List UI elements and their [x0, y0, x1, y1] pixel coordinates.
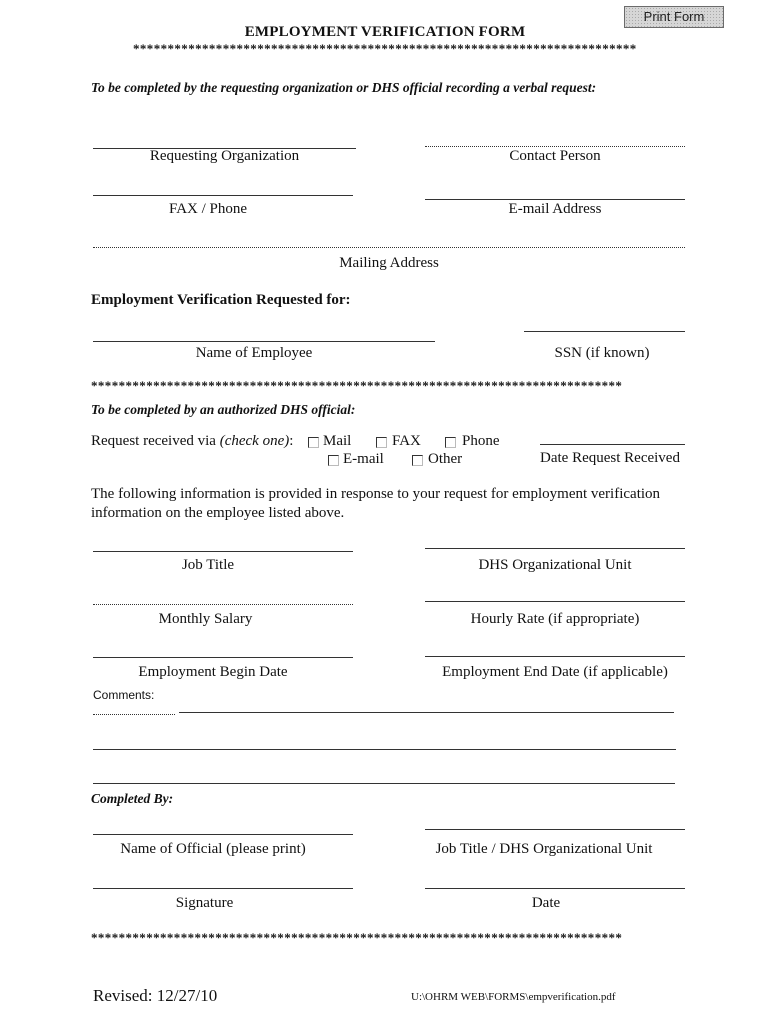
job-title-label: Job Title: [181, 557, 235, 573]
field-line: [425, 548, 685, 549]
print-form-button[interactable]: Print Form: [624, 6, 724, 28]
date-request-received-input[interactable]: [540, 426, 685, 444]
mailing-address-input[interactable]: [93, 229, 685, 247]
signature-input[interactable]: [93, 870, 353, 888]
monthly-salary-label: Monthly Salary: [158, 611, 253, 627]
begin-date-input[interactable]: [93, 639, 353, 657]
official-job-title-label: Job Title / DHS Organizational Unit: [435, 841, 653, 857]
info-paragraph-line1: The following information is provided in response to your request for employment verification: [91, 486, 661, 502]
job-title-input[interactable]: [93, 533, 353, 551]
field-line: [93, 341, 435, 342]
monthly-salary-input[interactable]: [93, 586, 353, 604]
comments-line-3[interactable]: [93, 783, 675, 784]
field-line: [425, 829, 685, 830]
request-via-check-one: (check one): [219, 433, 290, 449]
checkbox-fax[interactable]: [376, 437, 387, 448]
field-line: [93, 834, 353, 835]
comments-line-short: [93, 714, 175, 715]
file-path: U:\OHRM WEB\FORMS\empverification.pdf: [411, 991, 616, 1003]
field-line: [93, 551, 353, 552]
field-line: [425, 888, 685, 889]
date-input[interactable]: [425, 870, 685, 888]
begin-date-label: Employment Begin Date: [138, 664, 288, 680]
org-unit-input[interactable]: [425, 530, 685, 548]
instructions-request: To be completed by the requesting organization or DHS official recording a verbal request:: [91, 80, 597, 95]
comments-line-2[interactable]: [93, 749, 676, 750]
employee-name-label: Name of Employee: [195, 345, 313, 361]
comments-line-1[interactable]: [179, 712, 674, 713]
revised-date: Revised: 12/27/10: [93, 986, 218, 1005]
fax-phone-input[interactable]: [93, 177, 353, 195]
official-name-input[interactable]: [93, 816, 353, 834]
field-line: [425, 146, 685, 147]
requesting-organization-input[interactable]: [93, 130, 356, 148]
form-title: EMPLOYMENT VERIFICATION FORM: [244, 24, 526, 40]
field-line: [93, 604, 353, 605]
employee-name-input[interactable]: [93, 323, 435, 341]
field-line: [93, 888, 353, 889]
ssn-label: SSN (if known): [554, 345, 650, 361]
completed-by-heading: Completed By:: [91, 791, 174, 806]
option-phone-label: Phone: [462, 433, 500, 449]
requesting-organization-label: Requesting Organization: [149, 148, 300, 164]
field-line: [540, 444, 685, 445]
checkbox-phone[interactable]: [445, 437, 456, 448]
date-label: Date: [531, 895, 561, 911]
end-date-label: Employment End Date (if applicable): [442, 664, 668, 680]
field-line: [93, 657, 353, 658]
option-fax-label: FAX: [392, 433, 421, 449]
option-email-label: E-mail: [343, 451, 384, 467]
fax-phone-label: FAX / Phone: [168, 201, 248, 217]
contact-person-input[interactable]: [425, 128, 685, 146]
checkbox-email[interactable]: [328, 455, 339, 466]
stars-divider-top: *************************************************************************: [133, 41, 637, 56]
signature-label: Signature: [175, 895, 234, 911]
field-line: [524, 331, 685, 332]
contact-person-label: Contact Person: [509, 148, 601, 164]
info-paragraph-line2: information on the employee listed above.: [91, 505, 345, 521]
hourly-rate-input[interactable]: [425, 583, 685, 601]
section-requested-for: Employment Verification Requested for:: [91, 292, 351, 308]
field-line: [425, 656, 685, 657]
request-via-prefix: Request received via: [91, 433, 220, 449]
stars-divider-middle: *****************************************************************************: [91, 378, 623, 393]
email-address-label: E-mail Address: [508, 201, 602, 217]
request-via-label: [91, 433, 293, 450]
org-unit-label: DHS Organizational Unit: [478, 557, 632, 573]
ssn-input[interactable]: [524, 313, 685, 331]
stars-divider-bottom: *****************************************************************************: [91, 930, 623, 945]
field-line: [425, 601, 685, 602]
official-name-label: Name of Official (please print): [120, 841, 306, 857]
instructions-official: To be completed by an authorized DHS official:: [91, 402, 356, 417]
field-line: [93, 247, 685, 248]
mailing-address-label: Mailing Address: [339, 255, 439, 271]
hourly-rate-label: Hourly Rate (if appropriate): [470, 611, 640, 627]
official-job-title-input[interactable]: [425, 811, 685, 829]
comments-label: Comments:: [93, 688, 155, 702]
field-line: [93, 195, 353, 196]
option-mail-label: Mail: [323, 433, 352, 449]
field-line: [425, 199, 685, 200]
request-via-colon: :: [289, 433, 294, 449]
end-date-input[interactable]: [425, 638, 685, 656]
checkbox-other[interactable]: [412, 455, 423, 466]
option-other-label: Other: [428, 451, 463, 467]
checkbox-mail[interactable]: [308, 437, 319, 448]
email-address-input[interactable]: [425, 181, 685, 199]
date-request-received-label: Date Request Received: [540, 450, 680, 466]
